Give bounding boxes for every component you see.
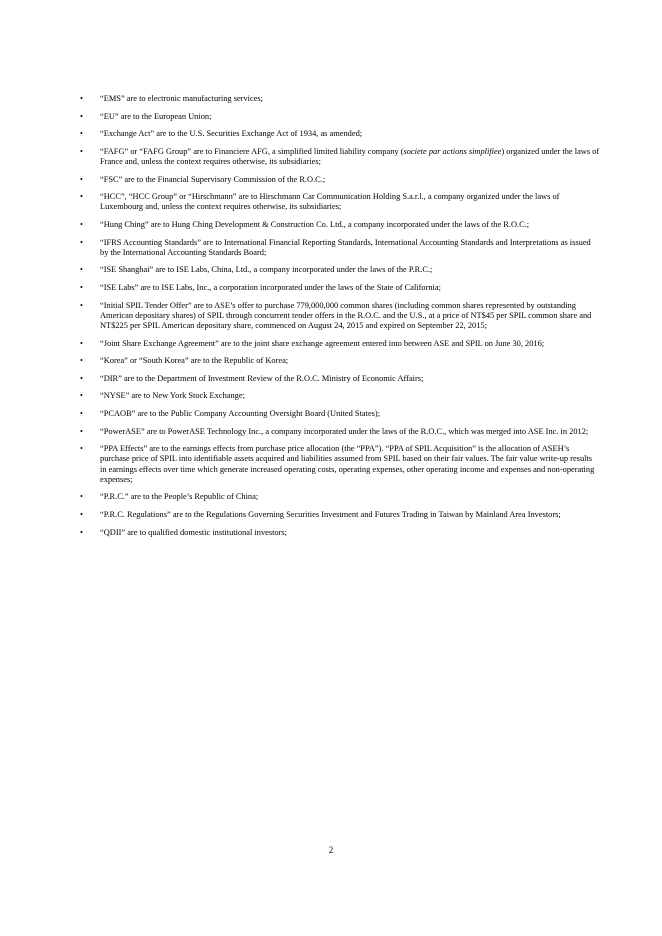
bullet-icon: • xyxy=(80,408,83,418)
definition-item xyxy=(80,112,600,122)
definition-text: “ISE Shanghai” are to ISE Labs, China, Ltd., a company incorporated under the laws of the P.R.C.; xyxy=(100,265,433,275)
definition-item xyxy=(80,238,600,258)
definition-text: “IFRS Accounting Standards” are to International Financial Reporting Standards, International Accounting Standards and Interpretations as issued by the International Accounting Standards Board; xyxy=(100,237,591,257)
definition-text: “P.R.C. Regulations” are to the Regulations Governing Securities Investment and Futures Trading in Taiwan by Mainland Area Investors; xyxy=(100,509,561,519)
bullet-icon: • xyxy=(80,192,83,202)
definition-item xyxy=(80,220,600,230)
definition-text: “ISE Labs” are to ISE Labs, Inc., a corporation incorporated under the laws of the State of California; xyxy=(100,282,441,292)
definition-text: “NYSE” are to New York Stock Exchange; xyxy=(100,391,245,401)
definition-text: “QDII” are to qualified domestic institutional investors; xyxy=(100,527,287,537)
bullet-icon: • xyxy=(80,391,83,401)
bullet-icon: • xyxy=(80,426,83,436)
definition-text: “Korea” or “South Korea” are to the Republic of Korea; xyxy=(100,356,289,366)
bullet-icon: • xyxy=(80,174,83,184)
definition-text: “DIR” are to the Department of Investment Review of the R.O.C. Ministry of Economic Affairs; xyxy=(100,373,424,383)
definition-text: “HCC”, “HCC Group” or “Hirschmann” are to Hirschmann Car Communication Holding S.a.r.l., a company organized under the laws of Luxembourg and, unless the context requires otherwise, its subsidiaries; xyxy=(100,192,560,212)
definition-text: “P.R.C.” are to the People’s Republic of China; xyxy=(100,492,259,502)
definition-text: “Hung Ching” are to Hung Ching Development & Construction Co. Ltd., a company incorporated under the laws of the R.O.C.; xyxy=(100,219,530,229)
bullet-icon: • xyxy=(80,146,83,156)
definition-item xyxy=(80,528,600,538)
bullet-icon: • xyxy=(80,300,83,310)
bullet-icon: • xyxy=(80,94,83,103)
bullet-icon: • xyxy=(80,282,83,292)
definition-item xyxy=(80,444,600,485)
definition-text: “Initial SPIL Tender Offer” are to ASE’s offer to purchase 779,000,000 common shares (including common shares represented by outstanding American depositary shares) of SPIL through concurrent tender offers in the R.O.C. and the U.S., at a price of NT$45 per SPIL common share and NT$225 per SPIL American depositary share, commenced on August 24, 2015 and expired on September 22, 2015; xyxy=(100,300,592,330)
definition-text: “EMS” are to electronic manufacturing services; xyxy=(100,94,264,103)
definition-item xyxy=(80,339,600,349)
bullet-icon: • xyxy=(80,129,83,139)
definition-item xyxy=(80,427,600,437)
bullet-icon: • xyxy=(80,356,83,366)
bullet-icon: • xyxy=(80,492,83,502)
definition-item xyxy=(80,283,600,293)
bullet-icon: • xyxy=(80,237,83,247)
bullet-icon: • xyxy=(80,338,83,348)
bullet-icon: • xyxy=(80,219,83,229)
definition-item xyxy=(80,510,600,520)
definition-text: “FSC” are to the Financial Supervisory Commission of the R.O.C.; xyxy=(100,174,326,184)
bullet-icon: • xyxy=(80,265,83,275)
definition-item xyxy=(80,374,600,384)
definition-italic-term: societe par actions simplifiee xyxy=(403,146,502,156)
page-number: 2 xyxy=(328,845,334,855)
definition-item xyxy=(80,147,600,167)
definition-item xyxy=(80,409,600,419)
definition-text xyxy=(100,147,600,167)
bullet-icon: • xyxy=(80,373,83,383)
definition-item xyxy=(80,265,600,275)
definition-item xyxy=(80,356,600,366)
definition-text-end: ) organized under the laws of France and, unless the context requires otherwise, its subsidiaries; xyxy=(100,146,600,166)
definition-item xyxy=(80,175,600,185)
definition-text-start: “FAFG” or “FAFG Group” are to Financiere AFG, a simplified limited liability company ( xyxy=(100,146,404,156)
definition-text: “EU” are to the European Union; xyxy=(100,111,212,121)
definition-text: “Joint Share Exchange Agreement” are to the joint share exchange agreement entered into between ASE and SPIL on June 30, 2016; xyxy=(100,338,545,348)
definition-item xyxy=(80,192,600,212)
definition-text: “PCAOB” are to the Public Company Accounting Oversight Board (United States); xyxy=(100,408,381,418)
definition-item xyxy=(80,391,600,401)
definition-item xyxy=(80,129,600,139)
definition-item xyxy=(80,492,600,502)
bullet-icon: • xyxy=(80,444,83,454)
definition-text: “PowerASE” are to PowerASE Technology Inc., a company incorporated under the laws of the R.O.C., which was merged into ASE Inc. in 2012; xyxy=(100,426,589,436)
definitions-list xyxy=(80,94,600,545)
definition-item xyxy=(80,94,600,104)
definition-text: “Exchange Act” are to the U.S. Securities Exchange Act of 1934, as amended; xyxy=(100,129,363,139)
bullet-icon: • xyxy=(80,527,83,537)
definition-item xyxy=(80,301,600,332)
bullet-icon: • xyxy=(80,111,83,121)
definition-text: “PPA Effects” are to the earnings effects from purchase price allocation (the “PPA”). “PPA of SPIL Acquisition” is the allocation of ASEH’s purchase price of SPIL into identifiable assets acquired and liabilities assumed from SPIL based on their fair values. The fair value write-up results in earnings effects over time which generate increased operating costs, operating expenses, other operating income and expenses and non-operating expenses; xyxy=(100,444,595,484)
bullet-icon: • xyxy=(80,509,83,519)
